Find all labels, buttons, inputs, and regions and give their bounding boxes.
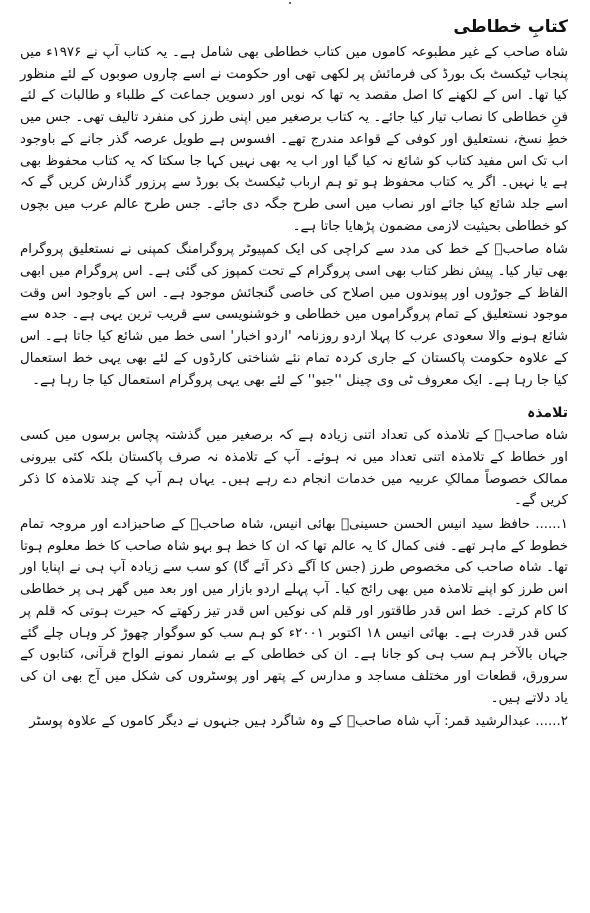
paragraph-nastaliq-program: شاہ صاحبؒ کے خط کی مدد سے کراچی کی ایک کمپیوٹر پروگرامنگ کمپنی نے نستعلیق پروگرام بھی تیار کیا۔ پیش نظر کتاب بھی اسی پروگرام کے تحت کمپوز کی گئی ہے۔ اس پروگرام میں ابھی الفاظ کے جوڑوں اور پیوندوں میں اصلاح کی خاصی گنجائش موجود ہے۔ اس کے باوجود اس وقت موجود نستعلیق کے تمام پروگراموں میں خطاطی و خوشنویسی سے قریب ترین یہی ہے۔ جدہ سے شائع ہونے والا سعودی عرب کا پہلا اردو روزنامہ 'اردو اخبار' اسی خط میں شائع کیا جاتا ہے۔ اس کے علاوہ حکومت پاکستان کے جاری کردہ تمام نئے شناختی کارڈوں کے لئے بھی یہی خط استعمال کیا جا رہا ہے۔ ایک معروف ٹی وی چینل ''جیو'' کے لئے بھی یہی پروگرام استعمال کیا جا رہا ہے۔ [20,242,568,388]
paragraph-students-intro: شاہ صاحبؒ کے تلامذہ کی تعداد اتنی زیادہ ہے کہ برصغیر میں گذشتہ پچاس برسوں میں کسی اور خطاط کے تلامذہ اتنی تعداد میں نہ ہوئے۔ آپ کے تلامذہ نہ صرف پاکستان بلکہ کئی بیرونی ممالک خصوصاً ممالکِ عربیہ میں خدمات انجام دے رہے ہیں۔ یہاں ہم آپ کے چند تلامذہ کا ذکر کریں گے۔ [20,428,568,509]
paragraph-student-1: ۱...... حافظ سید انیس الحسن حسینیؒ بھائی انیس، شاہ صاحبؒ کے صاحبزادے اور مروجہ تمام خطوط کے ماہر تھے۔ فنی کمال کا یہ عالم تھا کہ ان کا خط ہو بہو شاہ صاحب کا خط معلوم ہوتا تھا۔ شاہ صاحب کی مخصوص طرز (جس کا آگے ذکر آئے گا) کو سب سے زیادہ آپ ہی نے اپنایا اور اس طرز کو اپنے تلامذہ میں بھی رائج کیا۔ آپ پہلے اردو بازار میں اور بعد میں گھر ہی پر خطاطی کا کام کرتے۔ خط اس قدر طاقتور اور قلم کی نوکیں اس قدر تیز رکھتے کہ حیرت ہوتی کہ قلم پر کس قدر قدرت ہے۔ بھائی انیس ۱۸ اکتوبر ۲۰۰۱ء کو ہم سب کو سوگوار چھوڑ کر وہاں چلے گئے جہاں بالآخر ہم سب ہی کو جانا ہے۔ ان کی خطاطی کے بے شمار نمونے الواح قرآنی، کتابوں کے سرورق، قطعات اور مختلف مساجد و مدارس کے پتھر اور پوسٹروں کی شکل میں آج بھی ان کی یاد دلاتے ہیں۔ [20,517,568,706]
section-heading-calligraphy-book: کتابِ خطاطی [453,17,568,37]
paragraph-calligraphy-book: شاہ صاحب کے غیر مطبوعہ کاموں میں کتاب خطاطی بھی شامل ہے۔ یہ کتاب آپ نے ۱۹۷۶ء میں پنجاب ٹیکسٹ بک بورڈ کی فرمائش پر لکھی تھی اور حکومت نے اسے چاروں صوبوں کے لئے منظور کیا تھا۔ اس کے لکھنے کا اصل مقصد یہ تھا کہ نویں اور دسویں جماعت کے طلباء و طالبات کے لئے فنِ خطاطی کا نصاب تیار کیا جائے۔ یہ کتاب برصغیر میں اپنی طرز کی منفرد تالیف تھی۔ جس میں خطِ نسخ، نستعلیق اور کوفی کے قواعد مندرج تھے۔ افسوس ہے طویل عرصہ گذر جانے کے باوجود اب تک اس مفید کتاب کو شائع نہ کیا گیا اور اب یہ بھی نہیں کہا جا سکتا کہ یہ کتاب محفوظ بھی ہے یا نہیں۔ اگر یہ کتاب محفوظ ہو تو ہم ارباب ٹیکسٹ بک بورڈ سے پرزور گذارش کریں گے کہ اسے جلد شائع کیا جائے اور نصاب میں اسی طرح جگہ دی جائے۔ جس طرح عالم عرب میں بچوں کو خطاطی بحیثیت لازمی مضمون پڑھایا جاتا ہے۔ [20,45,568,234]
section-heading-students: تلامذہ [527,405,568,422]
paragraph-student-2: ۲...... عبدالرشید قمر: آپ شاہ صاحبؒ کے وہ شاگرد ہیں جنہوں نے دیگر کاموں کے علاوہ پوسٹر [29,714,568,730]
page-mark [289,2,291,4]
